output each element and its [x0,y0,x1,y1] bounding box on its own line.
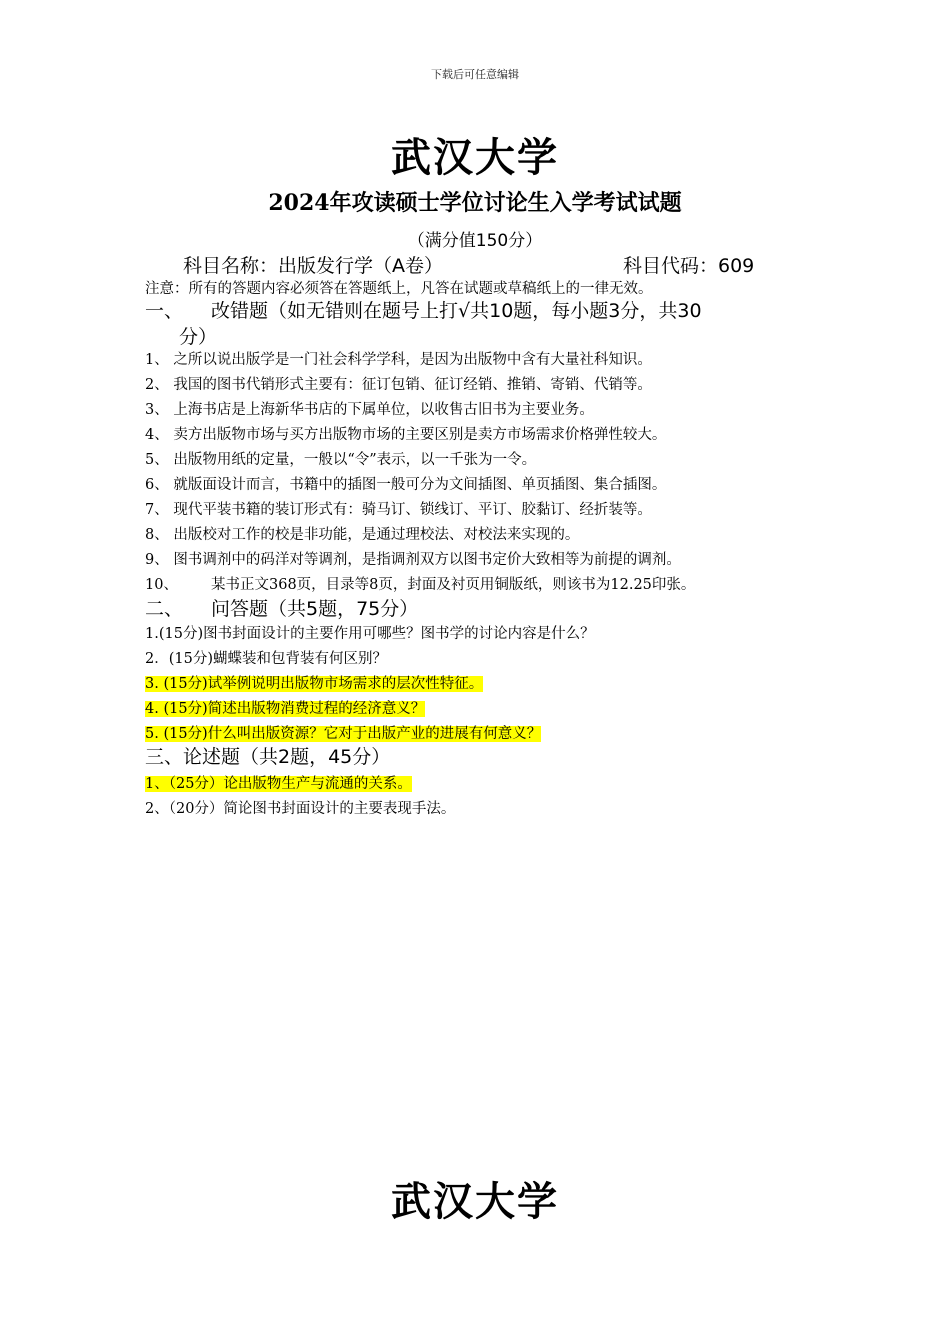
section-1-heading [145,298,825,350]
question-text: 之所以说出版学是一门社会科学学科，是因为出版物中含有大量社科知识。 [173,352,652,368]
section-2-title: 问答题（共5题，75分） [211,598,419,620]
section-1-title: 改错题（如无错则在题号上打√共10题，每小题3分，共30 [211,300,702,322]
notice: 注意：所有的答题内容必须答在答题纸上，凡答在试题或草稿纸上的一律无效。 [145,281,653,297]
question-number: 7、 [145,502,169,518]
question-number: 5、 [145,452,169,468]
question-text: 我国的图书代销形式主要有：征订包销、征订经销、推销、寄销、代销等。 [173,377,652,393]
question-number: 10、 [145,577,178,593]
question-3-1 [145,774,825,794]
question-1-4 [145,425,825,445]
question-2-4 [145,699,825,719]
question-text: 上海书店是上海新华书店的下属单位，以收售古旧书为主要业务。 [173,402,594,418]
question-1-9 [145,550,825,570]
question-1-10 [145,575,825,595]
question-1-7 [145,500,825,520]
question-number: 6、 [145,477,169,493]
question-number: 4、 [145,427,169,443]
question-2-5 [145,724,825,744]
full-score: （满分值150分） [407,231,543,251]
question-text: 就版面设计而言，书籍中的插图一般可分为文间插图、单页插图、集合插图。 [173,477,667,493]
question-1-2 [145,375,825,395]
question-text-highlighted: 4. (15分)简述出版物消费过程的经济意义？ [145,701,426,717]
section-2-heading [145,596,825,622]
question-text: 出版校对工作的校是非功能，是通过理校法、对校法来实现的。 [173,527,580,543]
university-title: 武汉大学 [391,134,559,181]
section-2-number: 二、 [145,598,184,620]
question-text: 现代平装书籍的装订形式有：骑马订、锁线订、平订、胶黏订、经折装等。 [173,502,652,518]
section-1-title-cont: 分） [179,326,218,348]
question-text: 卖方出版物市场与买方出版物市场的主要区别是卖方市场需求价格弹性较大。 [173,427,667,443]
question-text: 2．(15分)蝴蝶装和包背装有何区别？ [145,651,387,667]
section-3-heading: 三、论述题（共2题，45分） [145,746,391,768]
question-1-3 [145,400,825,420]
question-text-highlighted: 1、（25分）论出版物生产与流通的关系。 [145,776,412,792]
question-number: 1、 [145,352,169,368]
question-1-8 [145,525,825,545]
question-3-2 [145,799,825,819]
question-2-1 [145,624,825,644]
question-number: 2、 [145,377,169,393]
question-text-highlighted: 5. (15分)什么叫出版资源？它对于出版产业的进展有何意义？ [145,726,542,742]
section-1-number: 一、 [145,300,184,322]
question-text: 2、（20分）简论图书封面设计的主要表现手法。 [145,801,456,817]
exam-title: 2024年攻读硕士学位讨论生入学考试试题 [268,190,682,216]
subject-code: 科目代码：609 [623,255,755,277]
question-text: 出版物用纸的定量，一般以“令”表示，以一千张为一令。 [173,452,537,468]
question-1-5 [145,450,825,470]
question-2-2 [145,649,825,669]
question-text: 某书正文368页，目录等8页，封面及衬页用铜版纸，则该书为12.25印张。 [211,577,696,593]
question-1-1 [145,350,825,370]
question-text: 1.(15分)图书封面设计的主要作用可哪些？图书学的讨论内容是什么？ [145,626,595,642]
subject-row [183,251,803,277]
question-text: 图书调剂中的码洋对等调剂，是指调剂双方以图书定价大致相等为前提的调剂。 [173,552,681,568]
question-2-3 [145,674,825,694]
subject-name: 科目名称：出版发行学（A卷） [183,255,443,277]
question-number: 9、 [145,552,169,568]
university-title-next-page: 武汉大学 [391,1178,559,1225]
header-note: 下载后可任意编辑 [431,68,519,81]
question-number: 3、 [145,402,169,418]
question-number: 8、 [145,527,169,543]
question-text-highlighted: 3. (15分)试举例说明出版物市场需求的层次性特征。 [145,676,484,692]
question-1-6 [145,475,825,495]
